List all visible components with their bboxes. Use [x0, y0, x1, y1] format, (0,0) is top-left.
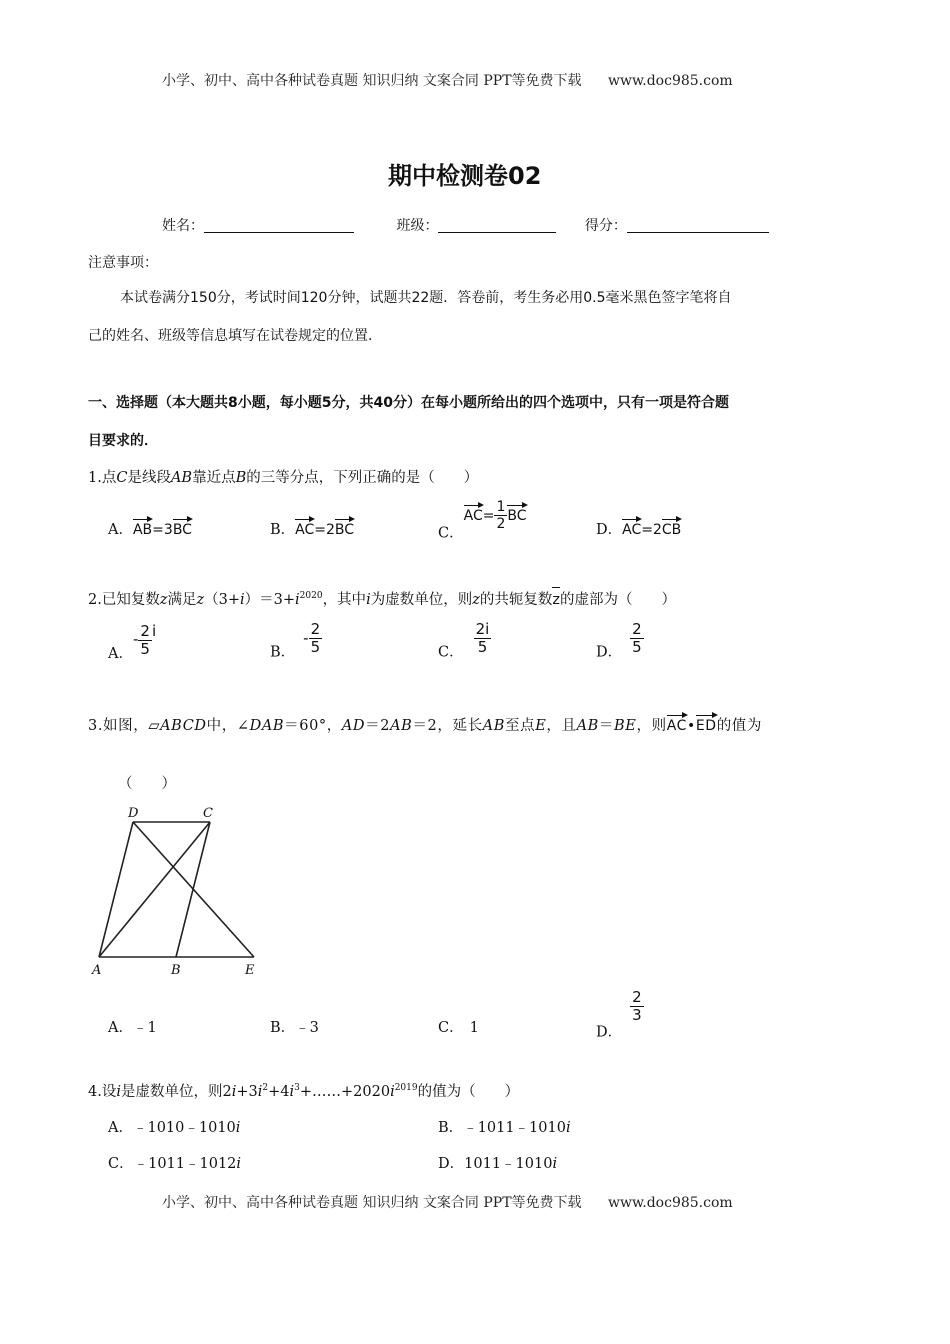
section1-line-2: 目要求的． — [88, 433, 158, 449]
label-d: D — [128, 806, 139, 821]
name-label: 姓名： — [162, 218, 204, 234]
q2-option-a[interactable]: A．- $\frac{2}{5}$ i — [108, 621, 157, 662]
q2-stem: 2.已知复数z满足$z(3+i)=3+i^{2020}$，其中i为虚数单位，则z的共轭复数z的虚部为（ ） — [88, 591, 676, 608]
q4-option-c[interactable]: C．﹣1011﹣1012i — [108, 1156, 242, 1172]
class-label: 班级： — [396, 218, 439, 234]
page-title: 期中检测卷02 — [388, 162, 542, 190]
q2-option-c[interactable]: C． $\frac{2i}{5}$ — [438, 620, 490, 661]
q2-option-b[interactable]: B．- $\frac{2}{5}$ — [270, 620, 321, 661]
q4-option-a[interactable]: A．﹣1010﹣1010i — [108, 1120, 241, 1136]
q3-paren: （ ） — [118, 776, 176, 792]
label-c: C — [203, 806, 213, 821]
q3-option-d[interactable]: D． $\frac{2}{3}$ — [596, 988, 642, 1041]
q1-option-d[interactable]: D．AC=2CB — [596, 522, 682, 538]
class-field[interactable] — [438, 218, 556, 233]
section1-line-1: 一、选择题（本大题共8小题，每小题5分，共40分）在每小题所给出的四个选项中，只有一项是符合题 — [88, 395, 729, 411]
q3-option-b[interactable]: B．﹣3 — [270, 1020, 319, 1036]
label-b: B — [171, 963, 181, 978]
notice-line-1: 本试卷满分150分，考试时间120分钟，试题共22题．答卷前，考生务必用0.5毫米黑色签字笔将自 — [120, 290, 732, 306]
label-a: A — [92, 963, 102, 978]
page-footer — [162, 1192, 733, 1212]
footer-text: 小学、初中、高中各种试卷真题 知识归纳 文案合同 PPT等免费下载 — [162, 1195, 582, 1211]
notice-line-2: 己的姓名、班级等信息填写在试卷规定的位置． — [88, 328, 382, 344]
info-line — [162, 215, 769, 235]
score-field[interactable] — [627, 218, 769, 233]
header-url[interactable]: www.doc985.com — [607, 73, 733, 89]
q1-stem: 1.点C是线段AB靠近点B的三等分点，下列正确的是（ ） — [88, 470, 479, 486]
label-e: E — [245, 963, 255, 978]
notice-heading: 注意事项： — [88, 255, 158, 271]
page-header — [162, 70, 733, 90]
footer-url[interactable]: www.doc985.com — [607, 1195, 733, 1211]
score-label: 得分： — [584, 218, 627, 234]
q4-option-d[interactable]: D．1011﹣1010i — [438, 1156, 558, 1172]
q1-option-c[interactable]: C．AC= $\frac{1}{2}$ BC — [438, 499, 527, 542]
q2-option-d[interactable]: D． $\frac{2}{5}$ — [596, 620, 642, 661]
q1-option-a[interactable]: A．AB=3BC — [108, 522, 192, 538]
q3-stem: 3.如图，▱ABCD中，∠DAB＝60°，AD＝2AB＝2，延长AB至点E，且AB＝BE，则AC•ED的值为 — [88, 718, 762, 734]
q3-option-a[interactable]: A．﹣1 — [108, 1020, 157, 1036]
q3-figure — [88, 800, 263, 980]
q3-option-c[interactable]: C． 1 — [438, 1020, 479, 1036]
name-field[interactable] — [204, 218, 354, 233]
q1-option-b[interactable]: B．AC=2BC — [270, 522, 355, 538]
q4-option-b[interactable]: B．﹣1011﹣1010i — [438, 1120, 571, 1136]
header-text: 小学、初中、高中各种试卷真题 知识归纳 文案合同 PPT等免费下载 — [162, 73, 582, 89]
q4-stem: 4.设i是虚数单位，则$2i+3i^2+4i^3+\dots\dots+2020i^{2019}$的值为（ ） — [88, 1083, 520, 1100]
